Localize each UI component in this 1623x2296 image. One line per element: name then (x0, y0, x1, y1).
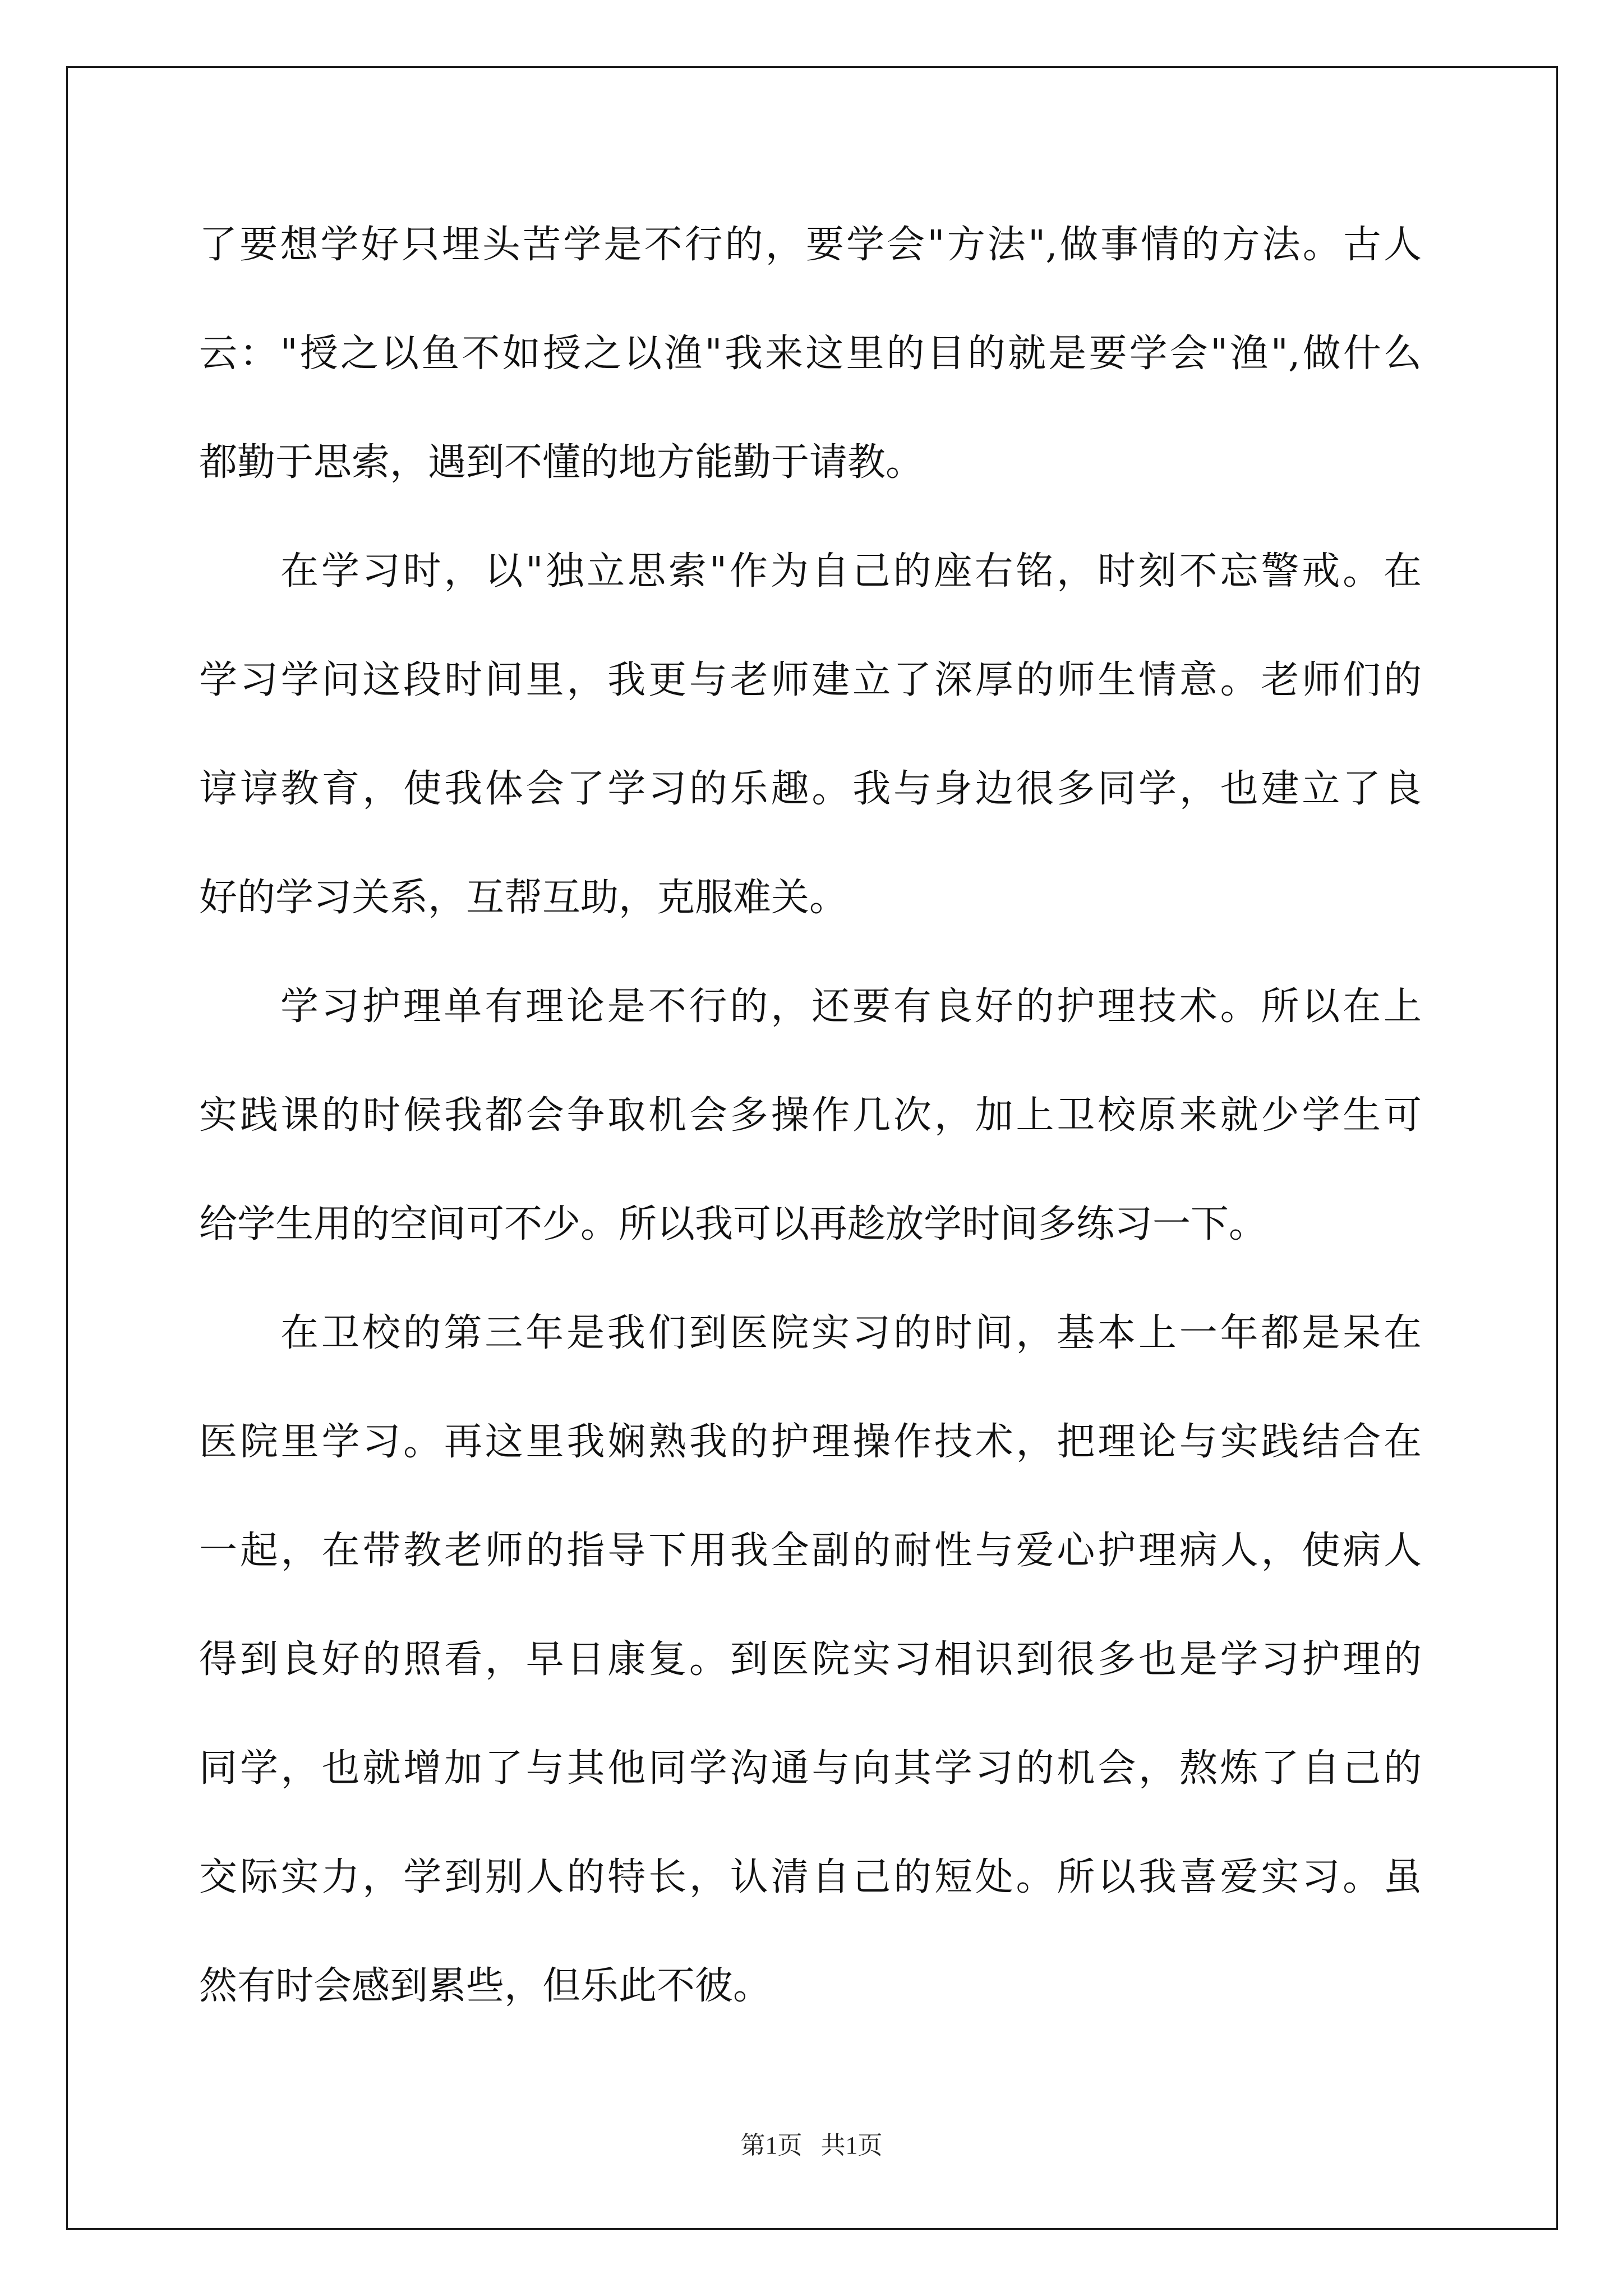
paragraph-line: 然有时会感到累些，但乐此不彼。 (199, 1964, 772, 2008)
paragraph-line: 在卫校的第三年是我们到医院实习的时间，基本上一年都是呆在 (280, 1311, 1422, 1355)
page-border (66, 66, 1558, 2230)
paragraph-line: 云："授之以鱼不如授之以渔"我来这里的目的就是要学会"渔",做什么 (199, 332, 1422, 376)
paragraph-line: 学习学问这段时间里，我更与老师建立了深厚的师生情意。老师们的 (199, 658, 1422, 702)
paragraph-line: 谆谆教育，使我体会了学习的乐趣。我与身边很多同学，也建立了良 (199, 767, 1422, 811)
paragraph-line: 同学，也就增加了与其他同学沟通与向其学习的机会，熬炼了自己的 (199, 1746, 1422, 1791)
paragraph-line: 交际实力，学到别人的特长，认清自己的短处。所以我喜爱实习。虽 (199, 1855, 1422, 1899)
paragraph-line: 学习护理单有理论是不行的，还要有良好的护理技术。所以在上 (280, 984, 1422, 1029)
paragraph-line: 给学生用的空间可不少。所以我可以再趁放学时间多练习一下。 (199, 1202, 1267, 1246)
paragraph-line: 医院里学习。再这里我娴熟我的护理操作技术，把理论与实践结合在 (199, 1420, 1422, 1464)
paragraph-line: 在学习时，以"独立思索"作为自己的座右铭，时刻不忘警戒。在 (280, 549, 1422, 593)
paragraph-line: 得到良好的照看，早日康复。到医院实习相识到很多也是学习护理的 (199, 1637, 1422, 1682)
paragraph-line: 实践课的时候我都会争取机会多操作几次，加上卫校原来就少学生可 (199, 1093, 1422, 1138)
paragraph-line: 好的学习关系，互帮互助，克服难关。 (199, 876, 848, 920)
paragraph-line: 都勤于思索，遇到不懂的地方能勤于请教。 (199, 440, 924, 485)
page-number: 第1页 共1页 (740, 2132, 883, 2159)
paragraph-line: 一起，在带教老师的指导下用我全副的耐性与爱心护理病人，使病人 (199, 1529, 1422, 1573)
paragraph-line: 了要想学好只埋头苦学是不行的，要学会"方法",做事情的方法。古人 (199, 223, 1422, 267)
